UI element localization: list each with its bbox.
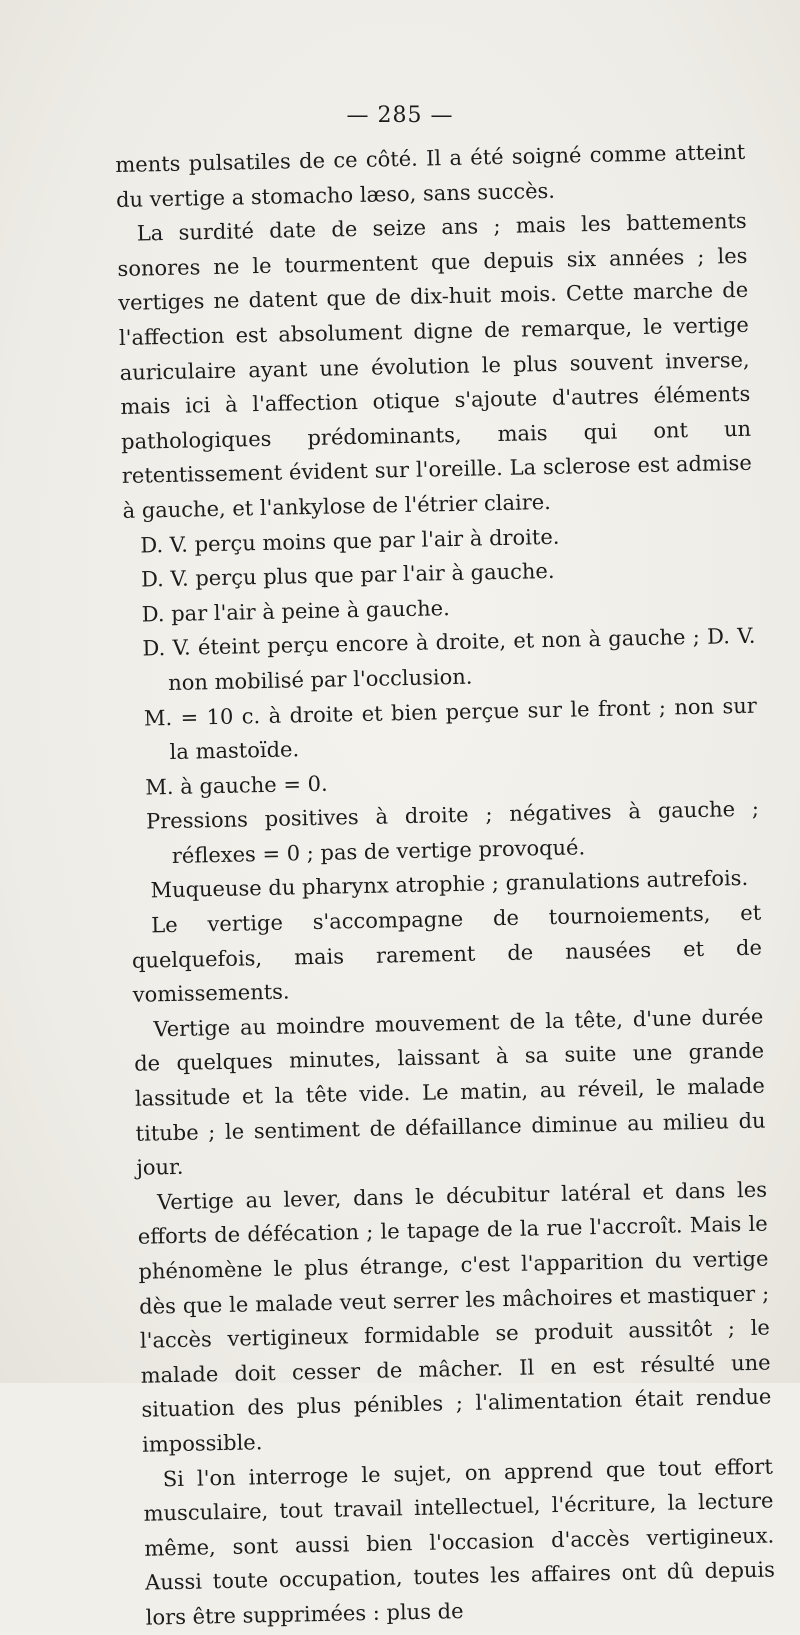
paragraph: Le vertige s'accompagne de tournoiements, et quelquefois, mais rarement de nausées et de vomissements. xyxy=(131,900,763,1008)
paragraph: D. V. perçu moins que par l'air à droite. xyxy=(140,524,560,558)
paragraph: Vertige au lever, dans le décubitur latéral et dans les efforts de défécation ; le tapage de la rue l'accroît. Mais le phénomène le plus étrange, c'est l'apparition du vertige dès que le malade veut serrer les mâchoires et mastiquer ; l'accès vertigineux formidable se produit aussitôt ; le malade doit cesser de mâcher. Il en est résulté une situation des plus pénibles ; l'alimentation était rendue impossible. xyxy=(137,1177,772,1457)
paragraph: ments pulsatiles de ce côté. Il a été soigné comme atteint du vertige a stomacho læso, sans succès. xyxy=(115,139,746,212)
paragraph: M. = 10 c. à droite et bien perçue sur le front ; non sur la mastoïde. xyxy=(143,693,758,765)
page-number: — 285 — xyxy=(346,103,454,128)
paragraph: Muqueuse du pharynx atrophie ; granulations autrefois. xyxy=(150,866,749,903)
paragraph: La surdité date de seize ans ; mais les battements sonores ne le tourmentent que depuis six années ; les vertiges ne datent que de dix-huit mois. Cette marche de l'affection est absolument digne de remarque, le vertige auriculaire ayant une évolution le plus souvent inverse, mais ici à l'affection otique s'ajoute d'autres éléments pathologiques prédominants, mais qui ont un retentissement évident sur l'oreille. La sclerose est admise à gauche, et l'ankylose de l'étrier claire. xyxy=(117,208,752,523)
paragraph: D. par l'air à peine à gauche. xyxy=(141,595,451,627)
paragraph: Vertige au moindre mouvement de la tête, d'une durée de quelques minutes, laissant à sa suite une grande lassitude et la tête vide. Le matin, au réveil, le malade titube ; le sentiment de défaillance diminue au milieu du jour. xyxy=(133,1004,766,1180)
paragraph: Si l'on interroge le sujet, on apprend que tout effort musculaire, tout travail intellectuel, l'écriture, la lecture même, sont aussi bien l'occasion d'accès vertigineux. Aussi toute occupation, toutes les affaires ont dû depuis lors être supprimées : plus de xyxy=(143,1454,776,1630)
paragraph: M. à gauche = 0. xyxy=(145,771,328,800)
body-text xyxy=(115,135,776,1635)
paragraph: D. V. éteint perçu encore à droite, et non à gauche ; D. V. non mobilisé par l'occlusion. xyxy=(142,624,756,695)
paragraph: Pressions positives à droite ; négatives à gauche ; réflexes = 0 ; pas de vertige provoqué. xyxy=(145,796,760,868)
paragraph: D. V. perçu plus que par l'air à gauche. xyxy=(140,559,555,592)
